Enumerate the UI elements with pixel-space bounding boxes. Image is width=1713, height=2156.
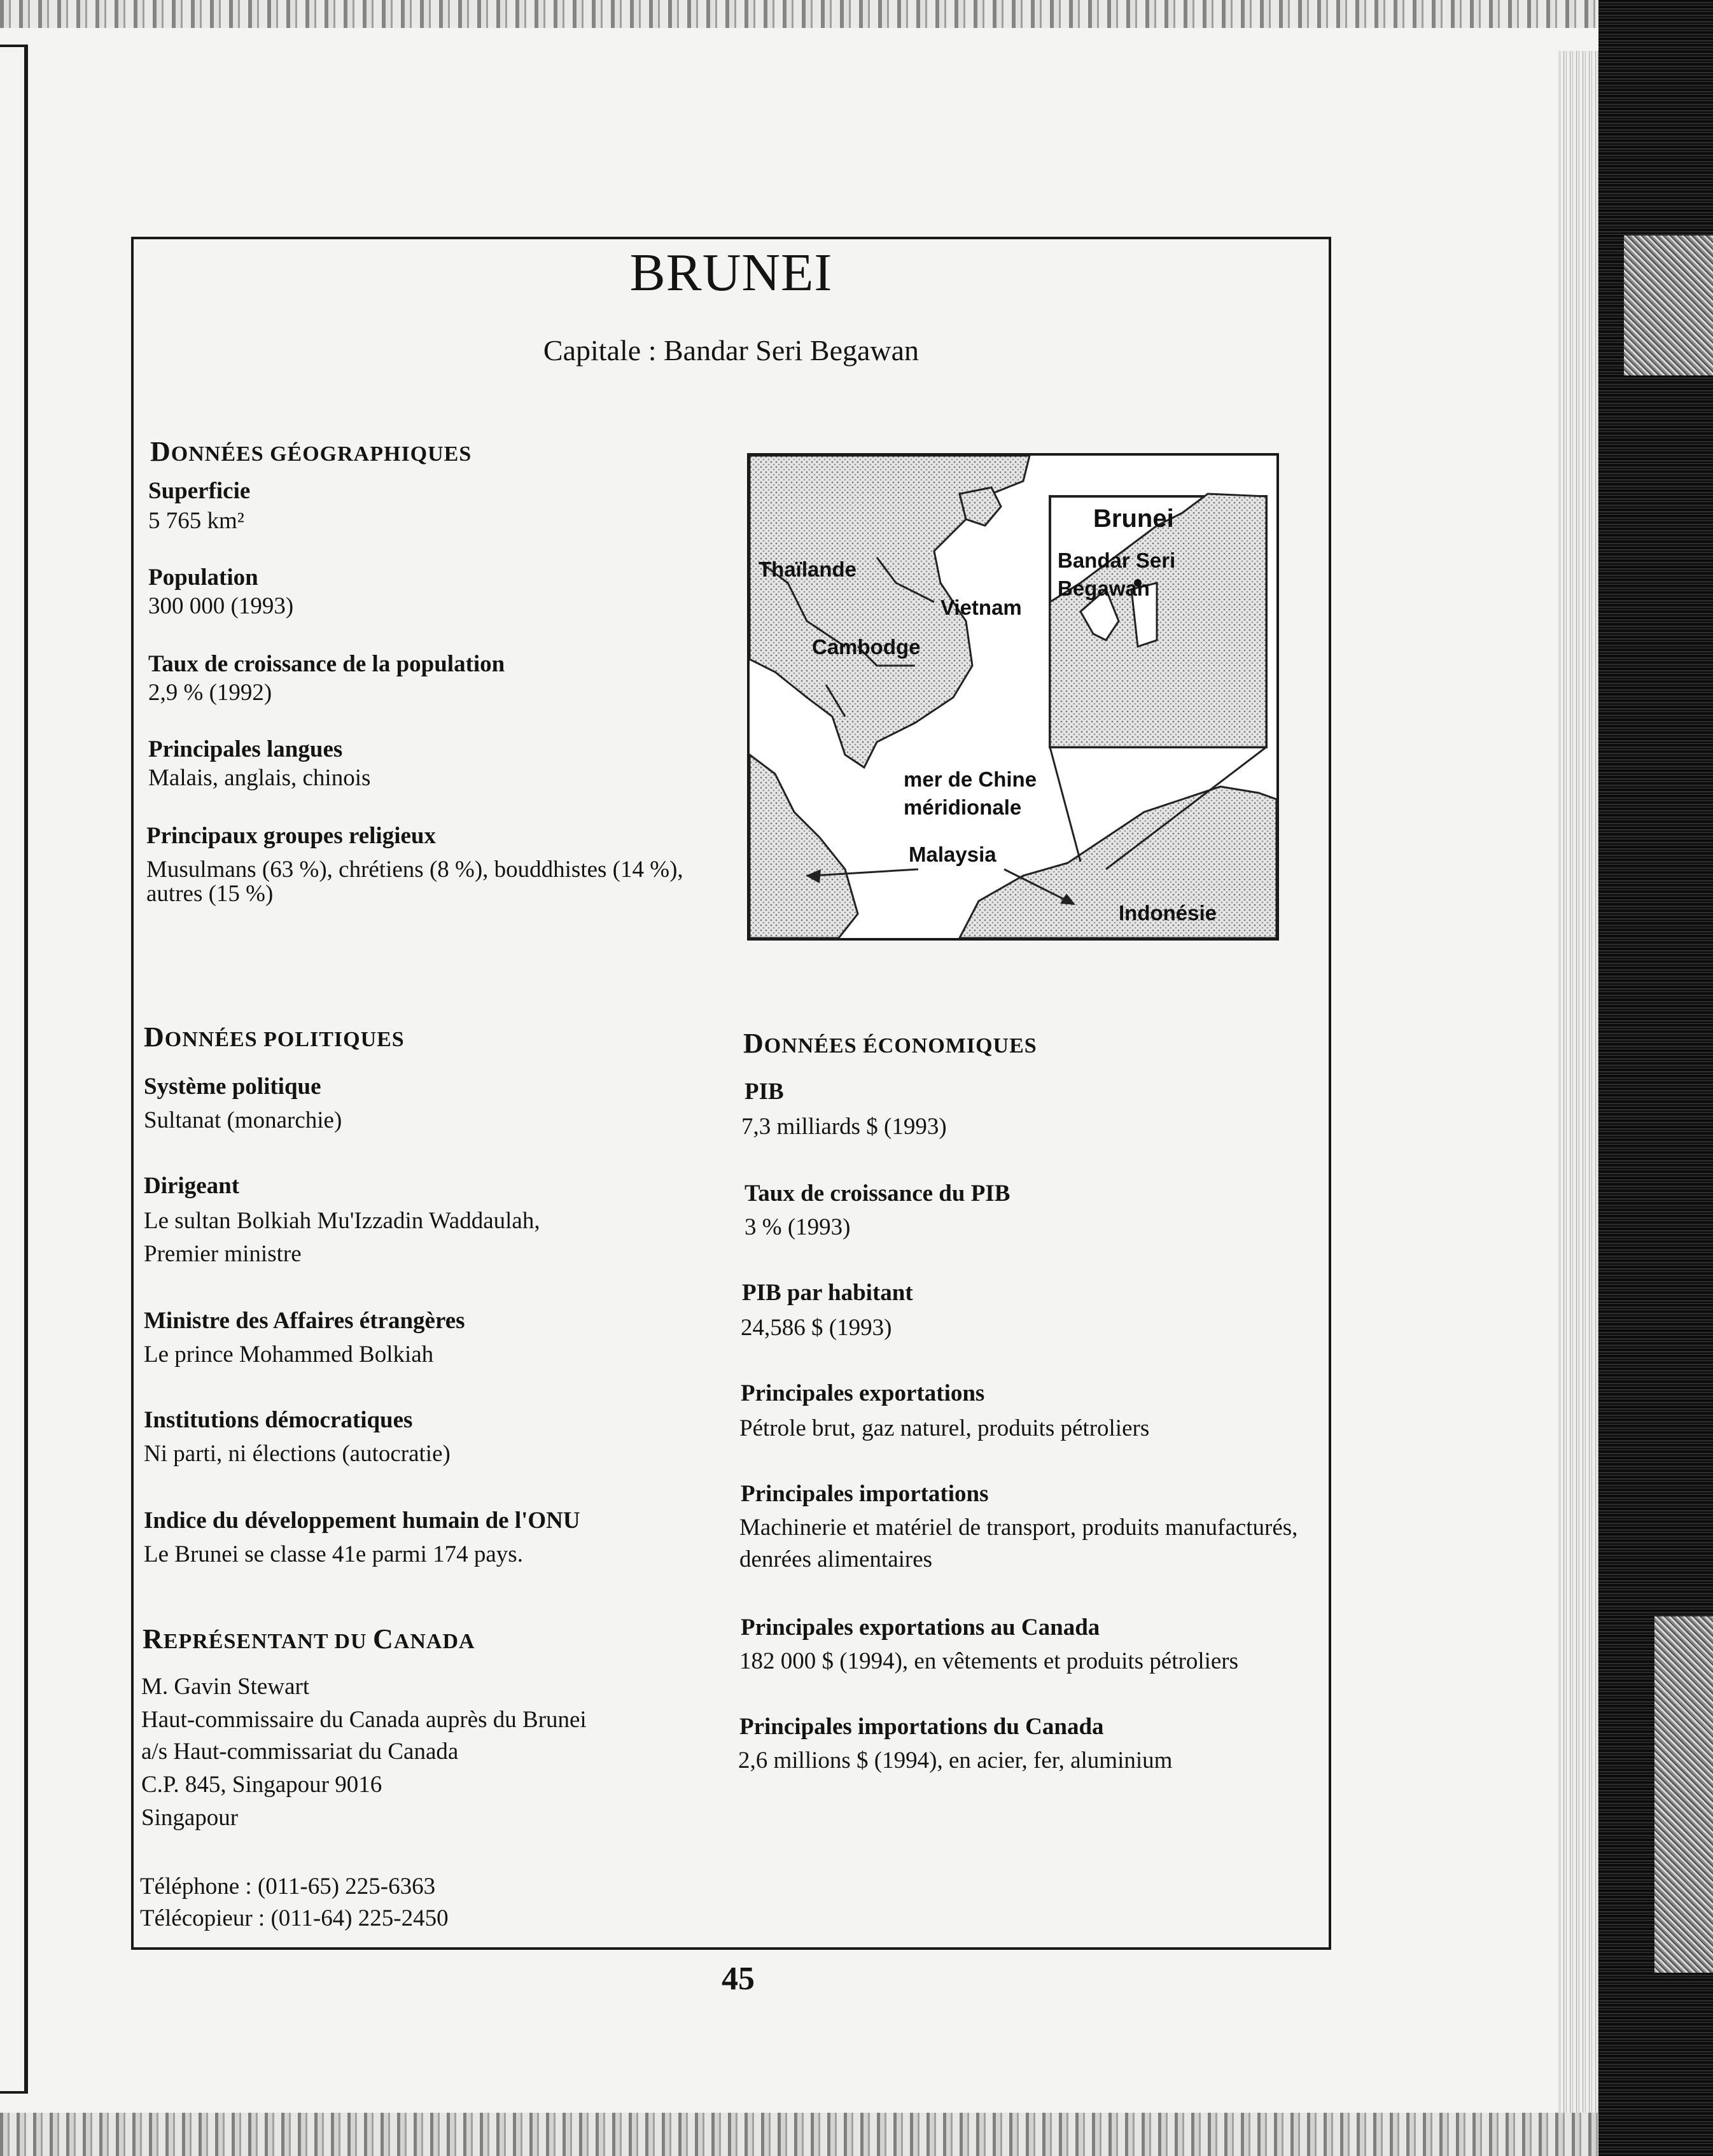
geo-value-area: 5 765 km² xyxy=(148,508,244,534)
pol-value-hdi: Le Brunei se classe 41e parmi 174 pays. xyxy=(144,1541,523,1567)
label-capital-line1: Bandar Seri xyxy=(1058,549,1176,572)
geo-label-religions: Principaux groupes religieux xyxy=(146,823,436,849)
label-indonesia: Indonésie xyxy=(1119,901,1217,925)
pol-label-leader: Dirigeant xyxy=(144,1173,240,1199)
geo-value-growth: 2,9 % (1992) xyxy=(148,680,272,706)
pol-value-system: Sultanat (monarchie) xyxy=(144,1107,342,1133)
eco-label-gdp: PIB xyxy=(745,1079,784,1105)
map-svg xyxy=(750,456,1276,938)
section-heading-politics: DONNÉES POLITIQUES xyxy=(144,1021,405,1053)
scan-noise-patch xyxy=(1654,1616,1713,1973)
pol-label-system: Système politique xyxy=(144,1074,321,1100)
pol-value-leader: Le sultan Bolkiah Mu'Izzadin Waddaulah, xyxy=(144,1208,540,1234)
hainan-island xyxy=(960,487,1001,526)
pol-value-leader-cont: Premier ministre xyxy=(144,1241,302,1267)
eco-value-gdp: 7,3 milliards $ (1993) xyxy=(741,1114,947,1140)
label-sea-line2: méridionale xyxy=(904,795,1022,819)
section-heading-geography: DONNÉES GÉOGRAPHIQUES xyxy=(150,436,472,467)
eco-value-exports-canada: 182 000 $ (1994), en vêtements et produits pétroliers xyxy=(739,1648,1239,1674)
peninsula-landmass xyxy=(750,755,858,938)
rep-line-country: Singapour xyxy=(141,1805,239,1831)
section-heading-representative: REPRÉSENTANT DU CANADA xyxy=(143,1623,475,1655)
eco-label-exports-canada: Principales exportations au Canada xyxy=(741,1614,1100,1641)
eco-label-imports-canada: Principales importations du Canada xyxy=(739,1714,1104,1740)
geo-value-languages: Malais, anglais, chinois xyxy=(148,765,371,791)
eco-label-gdp-growth: Taux de croissance du PIB xyxy=(745,1180,1010,1207)
scan-bottom-edge xyxy=(0,2113,1713,2156)
eco-value-imports-cont: denrées alimentaires xyxy=(739,1546,933,1572)
geo-label-languages: Principales langues xyxy=(148,736,343,762)
eco-label-imports: Principales importations xyxy=(741,1481,989,1507)
rep-line-postbox: C.P. 845, Singapour 9016 xyxy=(141,1772,382,1798)
geo-value-religions: Musulmans (63 %), chrétiens (8 %), bouddhistes (14 %), xyxy=(146,857,683,883)
eco-label-exports: Principales exportations xyxy=(741,1380,985,1406)
eco-value-gdp-growth: 3 % (1993) xyxy=(745,1214,851,1240)
pol-value-foreign-minister: Le prince Mohammed Bolkiah xyxy=(144,1341,434,1368)
scan-top-edge xyxy=(0,0,1713,28)
rep-line-office: a/s Haut-commissariat du Canada xyxy=(141,1739,459,1765)
pol-label-foreign-minister: Ministre des Affaires étrangères xyxy=(144,1308,465,1334)
geo-label-growth: Taux de croissance de la population xyxy=(148,651,505,677)
pol-value-institutions: Ni parti, ni élections (autocratie) xyxy=(144,1441,451,1467)
scan-noise-patch xyxy=(1624,235,1713,375)
label-thailand: Thaïlande xyxy=(759,557,857,581)
eco-label-gdp-per-capita: PIB par habitant xyxy=(742,1280,913,1306)
section-heading-economy: DONNÉES ÉCONOMIQUES xyxy=(743,1028,1037,1059)
label-capital-line2: Begawan xyxy=(1058,577,1150,600)
label-sea-line1: mer de Chine xyxy=(904,767,1037,791)
label-inset-brunei: Brunei xyxy=(1093,505,1174,533)
label-vietnam: Vietnam xyxy=(940,596,1022,619)
eco-value-imports-canada: 2,6 millions $ (1994), en acier, fer, aluminium xyxy=(738,1747,1173,1774)
capital-line: Capitale : Bandar Seri Begawan xyxy=(543,334,919,367)
eco-value-gdp-per-capita: 24,586 $ (1993) xyxy=(741,1315,892,1341)
rep-phone: Téléphone : (011-65) 225-6363 xyxy=(140,1873,436,1900)
label-cambodia: Cambodge xyxy=(812,635,921,659)
geo-label-area: Superficie xyxy=(148,478,251,504)
geo-value-population: 300 000 (1993) xyxy=(148,593,294,619)
geo-value-religions-cont: autres (15 %) xyxy=(146,881,274,907)
page-left-rule-bottom xyxy=(0,2091,28,2094)
label-malaysia: Malaysia xyxy=(909,843,996,866)
region-map xyxy=(747,453,1279,941)
eco-value-exports: Pétrole brut, gaz naturel, produits pétroliers xyxy=(739,1415,1150,1441)
pol-label-institutions: Institutions démocratiques xyxy=(144,1407,413,1433)
page-number: 45 xyxy=(722,1961,755,1997)
book-spine-edge xyxy=(1558,51,1598,2113)
page-left-rule-top xyxy=(0,45,25,47)
page-left-rule xyxy=(24,45,28,2094)
rep-line-title: Haut-commissaire du Canada auprès du Brunei xyxy=(141,1707,587,1733)
rep-line-name: M. Gavin Stewart xyxy=(141,1674,310,1700)
page-title: BRUNEI xyxy=(629,243,833,302)
eco-value-imports: Machinerie et matériel de transport, produits manufacturés, xyxy=(739,1515,1298,1541)
pol-label-hdi: Indice du développement humain de l'ONU xyxy=(144,1508,580,1534)
geo-label-population: Population xyxy=(148,564,258,591)
rep-fax: Télécopieur : (011-64) 225-2450 xyxy=(140,1905,449,1931)
